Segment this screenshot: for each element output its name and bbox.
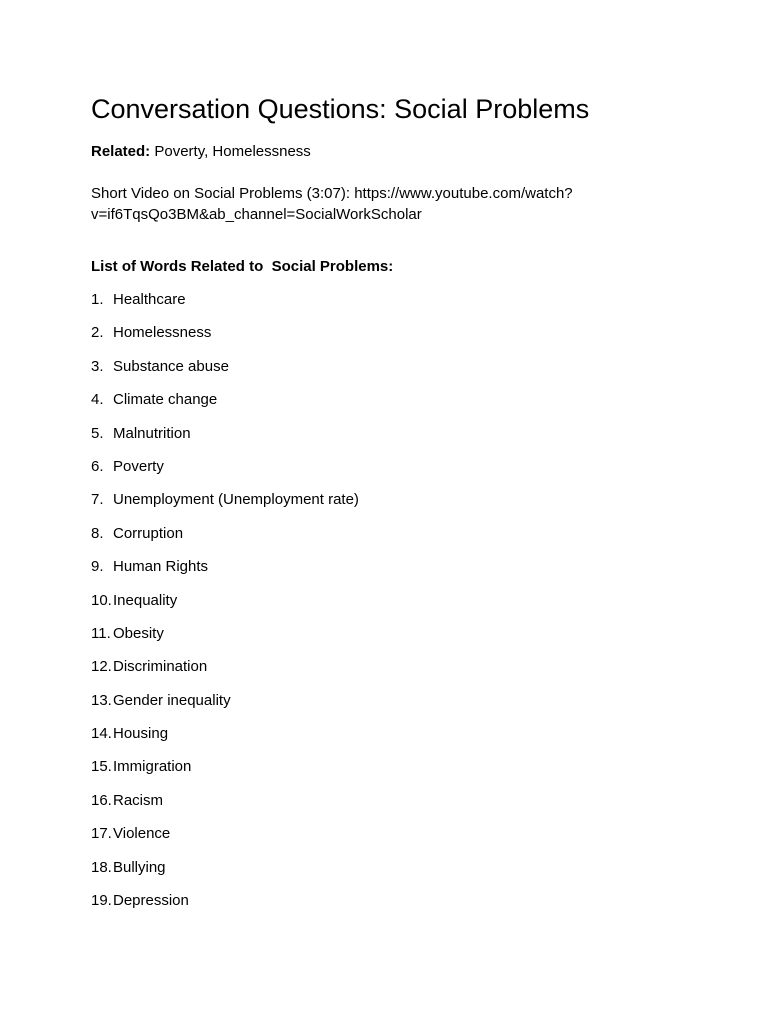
list-item: [91, 357, 359, 390]
list-item-number: 4.: [91, 391, 104, 409]
list-item-number: 2.: [91, 324, 104, 342]
list-item-text: Healthcare: [113, 291, 186, 308]
list-item: [91, 858, 359, 891]
list-item: [91, 624, 359, 657]
list-item-text: Discrimination: [113, 658, 208, 676]
list-item: [91, 757, 359, 790]
list-item-text: Climate change: [113, 391, 218, 409]
list-item-number: 15.: [91, 758, 112, 776]
list-item-text: Immigration: [113, 758, 192, 776]
list-item-number: 8.: [91, 524, 104, 542]
list-item-text: Inequality: [113, 591, 178, 609]
list-item-text: Human Rights: [113, 558, 209, 576]
list-item-text: Unemployment (Unemployment rate): [113, 491, 359, 509]
list-item: [91, 390, 359, 423]
list-item: [91, 724, 359, 757]
word-list: [91, 290, 359, 924]
list-item-number: 19.: [91, 892, 112, 910]
list-item-text: Poverty: [113, 457, 164, 475]
list-item-number: 13.: [91, 691, 112, 709]
list-item-text: Obesity: [113, 624, 164, 642]
list-item-number: 10.: [91, 591, 112, 609]
list-item-text: Housing: [113, 725, 169, 743]
list-item: [91, 591, 359, 624]
list-item: [91, 691, 359, 724]
list-item-text: Corruption: [113, 524, 184, 542]
list-item-text: Substance abuse: [113, 357, 229, 375]
list-item: [91, 457, 359, 490]
list-item: [91, 323, 359, 356]
list-item: [91, 824, 359, 857]
list-item: [91, 557, 359, 590]
list-item-text: Bullying: [113, 858, 166, 876]
list-item-number: 12.: [91, 658, 112, 676]
list-item: [91, 290, 359, 323]
list-item-text: Depression: [113, 892, 189, 910]
list-item-number: 11.: [91, 624, 111, 642]
related-label: Related:: [91, 143, 151, 160]
list-item-number: 16.: [91, 791, 112, 809]
list-item: [91, 490, 359, 523]
page-title: Conversation Questions: Social Problems: [91, 94, 590, 124]
list-item-number: 6.: [91, 457, 104, 475]
video-link-line-2[interactable]: v=if6TqsQo3BM&ab_channel=SocialWorkScholar: [91, 205, 422, 223]
list-item-text: Gender inequality: [113, 691, 231, 709]
list-item-text: Racism: [113, 791, 164, 809]
list-item-number: 1.: [91, 291, 104, 308]
list-item-number: 17.: [91, 825, 112, 843]
list-item: [91, 891, 359, 924]
related-value: Poverty, Homelessness: [154, 143, 311, 160]
list-item-number: 14.: [91, 725, 112, 743]
list-item-text: Homelessness: [113, 324, 212, 342]
list-item: [91, 791, 359, 824]
list-item-number: 9.: [91, 558, 104, 576]
list-item-text: Malnutrition: [113, 424, 191, 442]
video-link-paragraph[interactable]: [91, 184, 611, 225]
list-item-number: 3.: [91, 357, 104, 375]
list-item: [91, 657, 359, 690]
list-item: [91, 424, 359, 457]
list-item-number: 5.: [91, 424, 104, 442]
list-item-text: Violence: [113, 825, 171, 843]
list-item-number: 7.: [91, 491, 104, 509]
list-item-number: 18.: [91, 858, 112, 876]
list-item: [91, 524, 359, 557]
word-list-heading: List of Words Related to Social Problems:: [91, 258, 394, 275]
related-line: [91, 143, 311, 161]
video-link-line-1[interactable]: Short Video on Social Problems (3:07): https://www.youtube.com/watch?: [91, 185, 573, 202]
